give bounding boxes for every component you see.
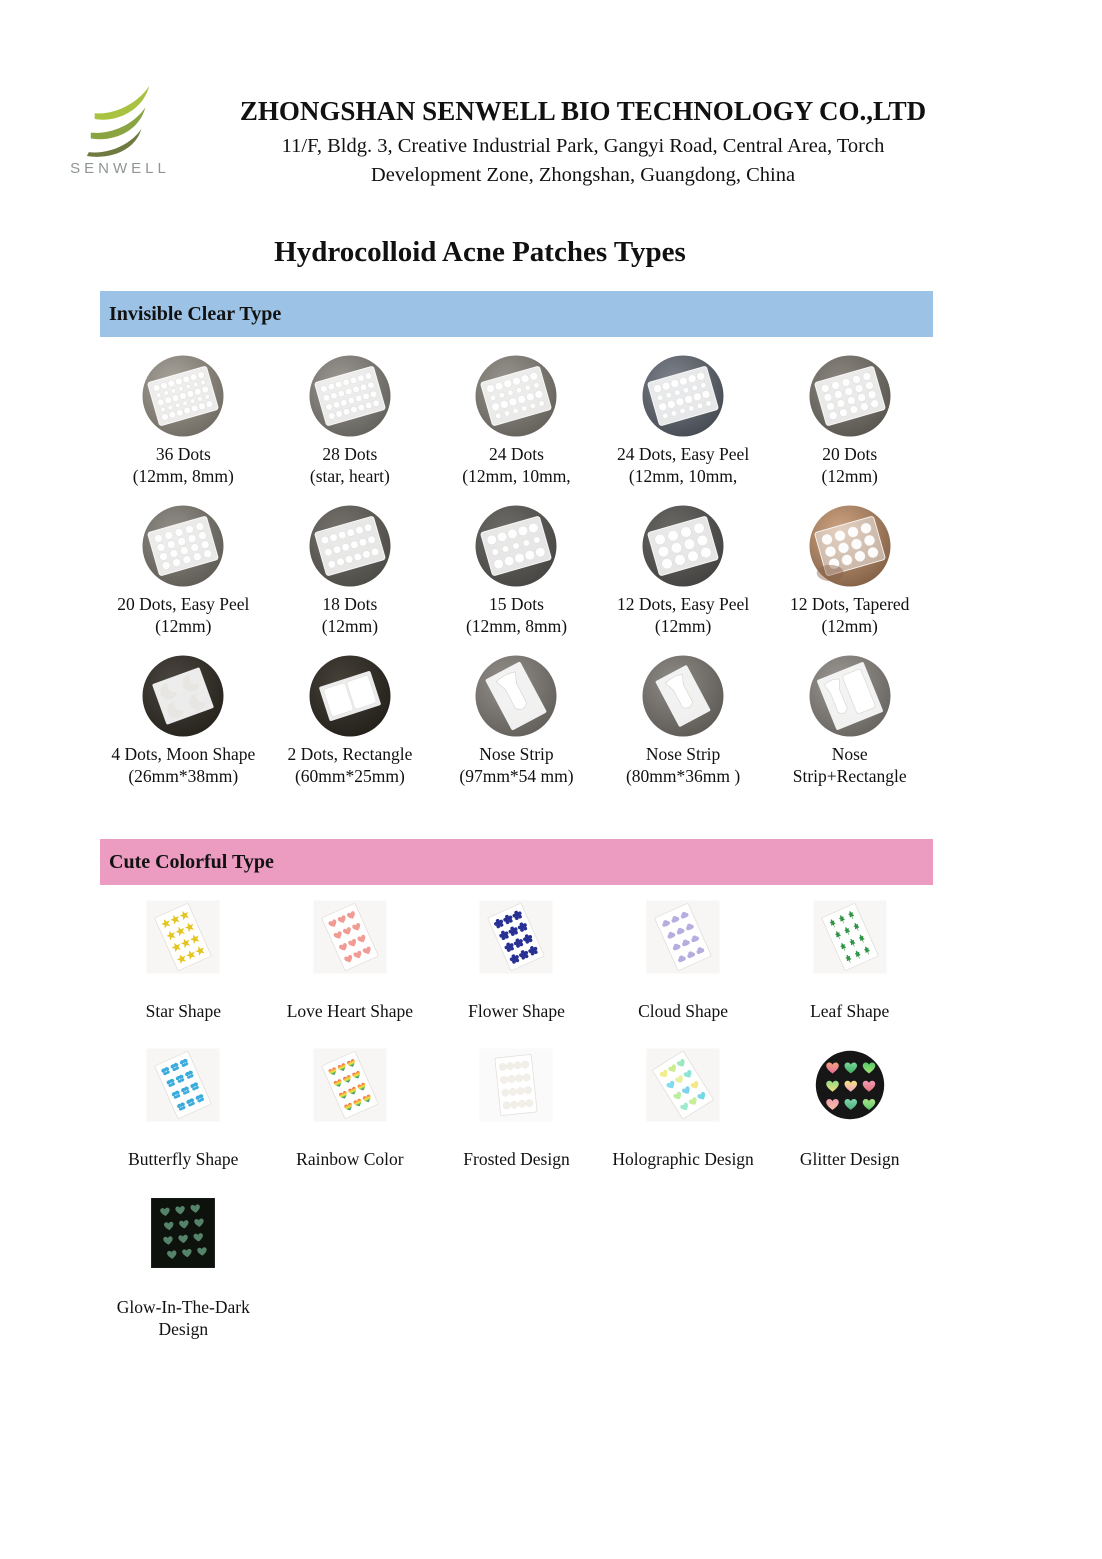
product-label [310, 444, 390, 487]
product-spec: (12mm) [821, 465, 878, 486]
product-image [311, 899, 389, 975]
product-card [433, 649, 600, 799]
product-grid [100, 337, 933, 799]
product-spec: (12mm) [321, 615, 379, 636]
product-name: 24 Dots, Easy Peel [616, 444, 750, 465]
product-name: 18 Dots [322, 594, 378, 615]
product-spec: (12mm, 10mm, [628, 465, 738, 486]
product-card [766, 1045, 933, 1193]
product-name: Nose Strip [645, 744, 721, 765]
product-card [433, 897, 600, 1045]
product-image [811, 899, 889, 975]
product-card [100, 897, 267, 1045]
product-label [617, 594, 749, 637]
product-image [144, 1047, 222, 1123]
product-card [100, 349, 267, 499]
letterhead [56, 84, 982, 190]
product-card [100, 1045, 267, 1193]
product-spec: (12mm) [155, 615, 212, 636]
product-label [626, 744, 740, 787]
product-label [810, 1001, 889, 1023]
product-name: 2 Dots, Rectangle [287, 744, 413, 765]
product-card [267, 499, 434, 649]
product-card [433, 1045, 600, 1193]
product-name: Rainbow Color [296, 1149, 404, 1170]
product-name: Nose [831, 744, 868, 765]
product-name: 4 Dots, Moon Shape [111, 744, 256, 765]
product-image [137, 351, 229, 441]
product-image [477, 1047, 555, 1123]
product-image [144, 899, 222, 975]
product-name: Holographic Design [612, 1149, 754, 1170]
product-image [137, 501, 229, 591]
product-name: 24 Dots [489, 444, 544, 465]
product-spec: (80mm*36mm ) [625, 765, 741, 786]
section-cute-colorful-type [100, 839, 933, 1341]
product-name: 28 Dots [322, 444, 378, 465]
product-label [117, 594, 249, 637]
product-name: 36 Dots [155, 444, 211, 465]
product-label [459, 744, 573, 787]
product-card [600, 349, 767, 499]
product-image [637, 351, 729, 441]
product-label [793, 744, 907, 787]
product-spec: (60mm*25mm) [294, 765, 405, 786]
product-card [766, 649, 933, 799]
product-image [470, 651, 562, 741]
company-name: ZHONGSHAN SENWELL BIO TECHNOLOGY CO.,LTD [239, 96, 927, 126]
product-label [117, 1297, 250, 1340]
address-line-2: Development Zone, Zhongshan, Guangdong, China [370, 164, 796, 187]
product-name: Nose Strip [479, 744, 554, 765]
product-card [100, 1193, 267, 1341]
product-spec: (12mm, 8mm) [132, 465, 234, 486]
product-image [637, 651, 729, 741]
product-label [146, 1001, 221, 1023]
product-spec: (star, heart) [309, 465, 390, 486]
product-card [766, 499, 933, 649]
product-label [800, 1149, 900, 1171]
product-image [644, 899, 722, 975]
product-image [477, 899, 555, 975]
product-label [617, 444, 749, 487]
section-invisible-clear-type [100, 291, 933, 799]
product-name: Cloud Shape [638, 1001, 729, 1022]
product-image [304, 651, 396, 741]
product-spec: (12mm) [821, 615, 878, 636]
product-card [600, 897, 767, 1045]
product-name: Leaf Shape [810, 1001, 890, 1022]
page-title: Hydrocolloid Acne Patches Types [274, 236, 686, 269]
product-card [267, 1045, 434, 1193]
product-name: 12 Dots, Easy Peel [616, 594, 750, 615]
product-name: Glitter Design [799, 1149, 900, 1170]
product-image [804, 351, 896, 441]
product-label [468, 1001, 565, 1023]
product-name: 20 Dots, Easy Peel [117, 594, 250, 615]
product-spec: (26mm*38mm) [128, 765, 239, 786]
product-image [137, 651, 229, 741]
product-grid [100, 885, 933, 1341]
product-card [100, 499, 267, 649]
product-image [311, 1047, 389, 1123]
product-label [111, 744, 255, 787]
product-image [804, 501, 896, 591]
product-label [790, 594, 909, 637]
product-label [133, 444, 234, 487]
product-card [766, 349, 933, 499]
product-card [600, 1045, 767, 1193]
product-name: 15 Dots [489, 594, 544, 615]
product-image [804, 651, 896, 741]
product-label [462, 444, 570, 487]
product-label [322, 594, 378, 637]
product-label [287, 1001, 413, 1023]
letterhead-text [184, 84, 982, 190]
product-label [638, 1001, 728, 1023]
product-card [267, 897, 434, 1045]
product-spec: Design [158, 1318, 209, 1339]
product-image [811, 1047, 889, 1123]
section-title: Cute Colorful Type [109, 850, 274, 873]
product-card [600, 499, 767, 649]
product-image [470, 351, 562, 441]
address-line-1: 11/F, Bldg. 3, Creative Industrial Park, Gangyi Road, Central Area, Torch [281, 135, 885, 157]
product-card [433, 499, 600, 649]
product-card [766, 897, 933, 1045]
product-spec: Strip+Rectangle [792, 765, 907, 786]
product-card [433, 349, 600, 499]
product-image [144, 1195, 222, 1271]
product-spec: (12mm) [654, 615, 712, 636]
product-image [304, 351, 396, 441]
product-card [100, 649, 267, 799]
product-card [267, 649, 434, 799]
product-name: Butterfly Shape [128, 1149, 239, 1170]
leaf-logo-icon [80, 84, 160, 158]
section-title: Invisible Clear Type [109, 302, 282, 325]
product-image [470, 501, 562, 591]
section-header-bar [100, 291, 933, 337]
product-spec: (12mm, 10mm, [462, 465, 571, 486]
logo-brand-text: SENWELL [70, 160, 170, 177]
product-name: Glow-In-The-Dark [116, 1297, 250, 1318]
product-name: Flower Shape [468, 1001, 565, 1022]
product-name: Love Heart Shape [286, 1001, 414, 1022]
product-image [304, 501, 396, 591]
company-logo [56, 84, 184, 177]
product-name: Frosted Design [463, 1149, 570, 1170]
product-spec: (97mm*54 mm) [459, 765, 574, 786]
section-header-bar [100, 839, 933, 885]
product-label [128, 1149, 238, 1171]
product-card [600, 649, 767, 799]
product-label [463, 1149, 569, 1171]
product-name: Star Shape [145, 1001, 221, 1022]
product-name: 20 Dots [822, 444, 878, 465]
company-address [184, 132, 982, 190]
product-spec: (12mm, 8mm) [465, 615, 568, 636]
product-label [287, 744, 412, 787]
product-label [466, 594, 567, 637]
product-label [612, 1149, 753, 1171]
product-image [637, 501, 729, 591]
product-name: 12 Dots, Tapered [789, 594, 910, 615]
product-image [644, 1047, 722, 1123]
product-label [822, 444, 878, 487]
product-card [267, 349, 434, 499]
product-label [296, 1149, 403, 1171]
